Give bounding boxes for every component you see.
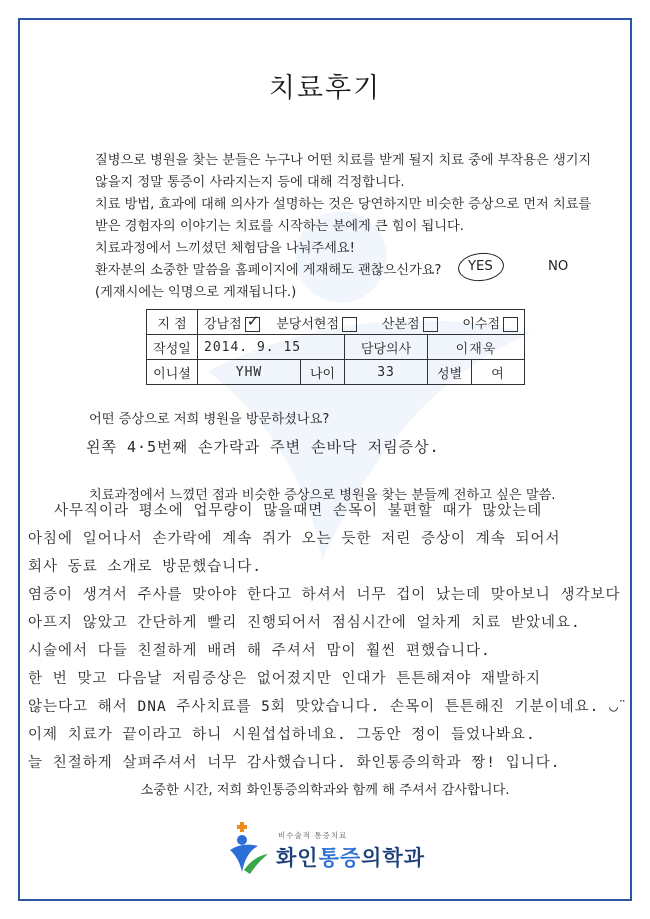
initial-label: 이니셜 — [147, 360, 198, 385]
gender-label: 성별 — [428, 360, 472, 385]
review-text[interactable] — [28, 497, 628, 777]
checkbox-sanbon[interactable] — [423, 317, 438, 332]
date-value[interactable]: 2014. 9. 15 — [198, 335, 345, 360]
review-line: 한 번 맞고 다음날 저림증상은 없어졌지만 인대가 튼튼해져야 재발하지 — [28, 671, 542, 687]
review-line: 늘 친절하게 살펴주셔서 너무 감사했습니다. 화인통증의학과 짱! 입니다. — [28, 755, 561, 771]
logo-subtitle: 비수술적 통증치료 — [278, 831, 348, 840]
age-value[interactable]: 33 — [345, 360, 428, 385]
page-title: 치료후기 — [268, 73, 382, 104]
review-line: 회사 동료 소개로 방문했습니다. — [28, 559, 263, 575]
intro-line: 환자분의 소중한 말씀을 홈페이지에 게재해도 괜찮으신가요? — [95, 263, 442, 278]
logo-name — [276, 842, 425, 872]
age-label: 나이 — [301, 360, 345, 385]
branch-option-bundang[interactable] — [276, 317, 361, 332]
consent-yes-option[interactable]: YES — [468, 259, 493, 274]
intro-line: 받은 경험자의 이야기는 치료를 시작하는 분에게 큰 힘이 됩니다. — [95, 219, 464, 234]
branch-name: 이수점 — [462, 316, 501, 332]
doctor-label: 담당의사 — [345, 335, 428, 360]
question-review: 치료과정에서 느꼈던 점과 비슷한 증상으로 병원을 찾는 분들께 전하고 싶은 말씀. — [89, 488, 556, 503]
date-label: 작성일 — [147, 335, 198, 360]
intro-line: 치료과정에서 느끼셨던 체험담을 나눠주세요! — [95, 241, 355, 256]
branch-name: 강남점 — [204, 316, 242, 332]
intro-line: (게재시에는 익명으로 게재됩니다.) — [95, 285, 297, 300]
patient-info-table — [146, 309, 525, 385]
branch-name: 분당서현점 — [276, 316, 340, 332]
initial-value[interactable]: YHW — [198, 360, 301, 385]
intro-text — [95, 150, 595, 304]
branch-options — [198, 310, 525, 335]
branch-name: 산본점 — [381, 316, 420, 332]
question-symptom: 어떤 증상으로 저희 병원을 방문하셨나요? — [89, 412, 330, 427]
check-icon: ✓ — [246, 311, 260, 330]
checkbox-bundang[interactable] — [342, 317, 357, 332]
branch-option-sanbon[interactable] — [382, 317, 442, 332]
review-line: 시술에서 다들 친절하게 배려 해 주셔서 맘이 훨씬 편했습니다. — [28, 643, 491, 659]
intro-line: 질병으로 병원을 찾는 분들은 누구나 어떤 치료를 받게 될지 치료 중에 부작용은 생기지 — [95, 153, 592, 168]
consent-no-option[interactable]: NO — [548, 259, 569, 274]
review-line: 이제 치료가 끝이라고 하니 시원섭섭하네요. 그동안 정이 들었나봐요. — [28, 727, 536, 743]
checkbox-gangnam[interactable] — [245, 311, 260, 332]
review-line: 않는다고 해서 DNA 주사치료를 5회 맞았습니다. 손목이 튼튼해진 기분이네요. ◡̈ — [28, 699, 628, 715]
gender-value[interactable]: 여 — [472, 360, 525, 385]
branch-option-gangnam[interactable] — [204, 311, 264, 332]
doctor-value[interactable]: 이재욱 — [428, 335, 525, 360]
logo-name-part: 의학과 — [361, 846, 426, 870]
review-line: 사무직이라 평소에 업무량이 많을때면 손목이 불편할 때가 많았는데 — [54, 503, 543, 519]
branch-label: 지 점 — [147, 310, 198, 335]
checkbox-isu[interactable] — [503, 317, 518, 332]
answer-symptom[interactable]: 왼쪽 4·5번째 손가락과 주변 손바닥 저림증상. — [86, 438, 440, 456]
review-line: 아침에 일어나서 손가락에 계속 쥐가 오는 듯한 저린 증상이 계속 되어서 — [28, 531, 561, 547]
intro-line: 않을지 정말 통증이 사라지는지 등에 대해 걱정합니다. — [95, 175, 405, 190]
logo-name-part: 화인 — [276, 846, 319, 870]
intro-line: 치료 방법, 효과에 대해 의사가 설명하는 것은 당연하지만 비슷한 증상으로 먼저 치료를 — [95, 197, 592, 212]
branch-option-isu[interactable] — [462, 317, 518, 332]
review-line: 아프지 않았고 간단하게 빨리 진행되어서 점심시간에 얼차게 치료 받았네요. — [28, 615, 581, 631]
closing-message: 소중한 시간, 저희 화인통증의학과와 함께 해 주셔서 감사합니다. — [140, 783, 510, 798]
logo-name-part: 통증 — [318, 846, 362, 870]
review-line: 염증이 생겨서 주사를 맞아야 한다고 하셔서 너무 겁이 났는데 맞아보니 생각보다 — [28, 587, 621, 603]
